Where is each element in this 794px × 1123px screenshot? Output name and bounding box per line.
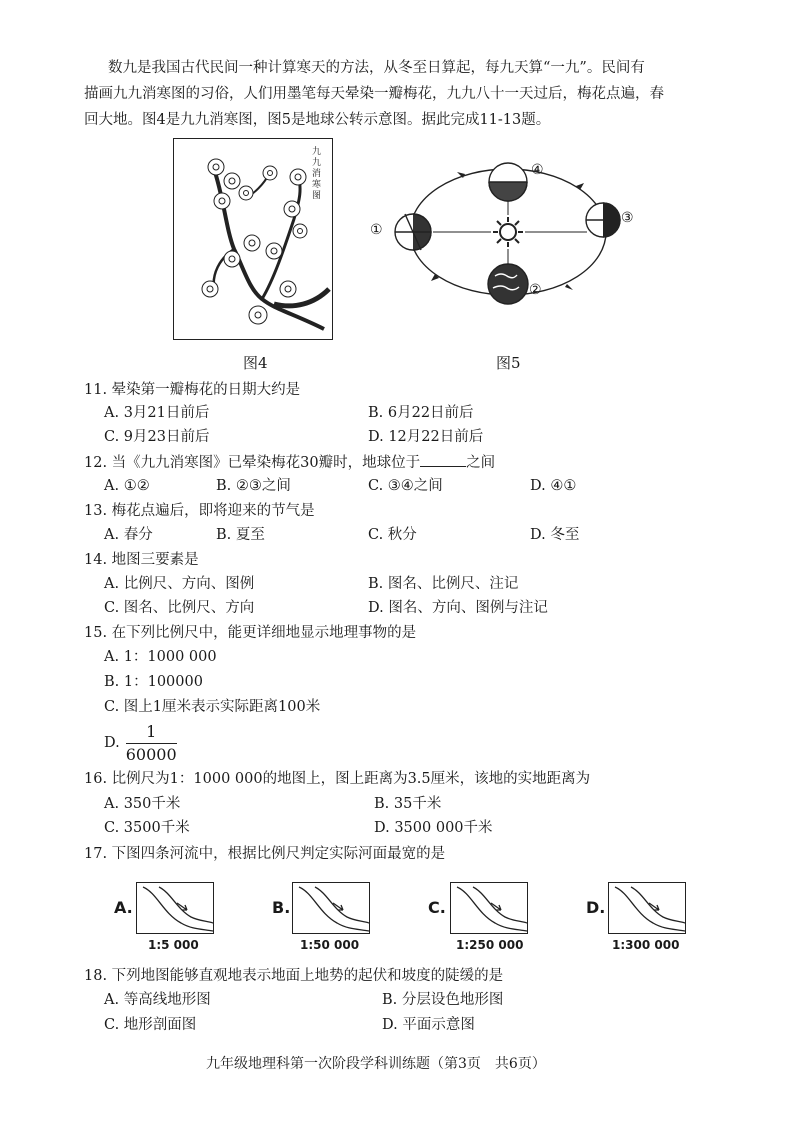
q13-option-d[interactable]: D. 冬至: [530, 527, 580, 543]
question-17-stem: 17. 下图四条河流中，根据比例尺判定实际河面最宽的是: [84, 846, 446, 862]
q12-option-c[interactable]: C. ③④之间: [368, 478, 443, 494]
river-b-drawing: [293, 883, 369, 933]
q12-stem-b: 之间: [466, 455, 496, 471]
q14-option-b[interactable]: B. 图名、比例尺、注记: [368, 576, 519, 592]
marker-3: ③: [621, 210, 634, 226]
q18-option-b[interactable]: B. 分层设色地形图: [382, 992, 504, 1008]
earth-position-3: [586, 203, 620, 237]
fraction-numerator: 1: [126, 721, 177, 744]
river-d-label[interactable]: D.: [586, 898, 606, 917]
marker-1: ①: [370, 222, 383, 238]
river-c-scale: 1:250 000: [456, 938, 524, 952]
sun-icon: [493, 217, 523, 247]
q15-option-b[interactable]: B. 1：100000: [104, 674, 203, 690]
river-c-drawing: [451, 883, 527, 933]
q15-option-c[interactable]: C. 图上1厘米表示实际距离100米: [104, 699, 321, 715]
river-b-map[interactable]: [292, 882, 370, 934]
q14-option-d[interactable]: D. 图名、方向、图例与注记: [368, 600, 548, 616]
q15-option-d[interactable]: [104, 720, 177, 766]
q12-option-d[interactable]: D. ④①: [530, 478, 577, 494]
intro-line-2: 描画九九消寒图的习俗，人们用墨笔每天晕染一瓣梅花，九九八十一天过后，梅花点遍，春: [84, 86, 664, 102]
earth-position-1: [395, 214, 431, 250]
question-16-stem: 16. 比例尺为1：1000 000的地图上，图上距离为3.5厘米，该地的实地距离为: [84, 771, 591, 787]
orbit-diagram: [365, 152, 645, 312]
q16-option-d[interactable]: D. 3500 000千米: [374, 820, 493, 836]
q12-stem-a: 12. 当《九九消寒图》已晕染梅花30瓣时，地球位于: [84, 455, 421, 471]
q11-option-d[interactable]: D. 12月22日前后: [368, 429, 484, 445]
q11-option-c[interactable]: C. 9月23日前后: [104, 429, 210, 445]
q15-option-d-label: D.: [104, 735, 120, 751]
q15-option-a[interactable]: A. 1：1000 000: [104, 649, 217, 665]
figure-5-caption: 图5: [496, 354, 521, 372]
q16-option-b[interactable]: B. 35千米: [374, 796, 442, 812]
figure-5-earth-orbit: [365, 152, 645, 312]
question-18-stem: 18. 下列地图能够直观地表示地面上地势的起伏和坡度的陡缓的是: [84, 968, 504, 984]
question-14-stem: 14. 地图三要素是: [84, 552, 199, 568]
q13-option-b[interactable]: B. 夏至: [216, 527, 265, 543]
river-b-scale: 1:50 000: [300, 938, 360, 952]
q14-option-a[interactable]: A. 比例尺、方向、图例: [104, 576, 255, 592]
q12-blank[interactable]: [420, 452, 466, 467]
question-13-stem: 13. 梅花点遍后，即将迎来的节气是: [84, 503, 315, 519]
q15-fraction: [126, 721, 177, 766]
figure-4-caption: 图4: [243, 354, 268, 372]
question-15-stem: 15. 在下列比例尺中，能更详细地显示地理事物的是: [84, 625, 417, 641]
earth-position-4: [489, 163, 527, 201]
river-d-scale: 1:300 000: [612, 938, 680, 952]
q18-option-a[interactable]: A. 等高线地形图: [104, 992, 211, 1008]
river-c-map[interactable]: [450, 882, 528, 934]
figure-4-plum-blossom: [173, 138, 333, 340]
river-d-drawing: [609, 883, 685, 933]
page-footer: 九年级地理科第一次阶段学科训练题（第3页 共6页）: [206, 1056, 546, 1072]
marker-4: ④: [531, 162, 544, 178]
q16-option-c[interactable]: C. 3500千米: [104, 820, 190, 836]
q11-option-b[interactable]: B. 6月22日前后: [368, 405, 474, 421]
q12-option-b[interactable]: B. ②③之间: [216, 478, 291, 494]
fraction-denominator: 60000: [125, 744, 177, 764]
figure-4-title: 九九消寒图: [312, 147, 322, 201]
q12-option-a[interactable]: A. ①②: [104, 478, 150, 494]
river-a-label[interactable]: A.: [114, 898, 133, 917]
q13-option-a[interactable]: A. 春分: [104, 527, 153, 543]
plum-blossom-illustration: [174, 139, 332, 339]
river-a-scale: 1:5 000: [148, 938, 199, 952]
question-12-stem: [84, 452, 495, 473]
intro-line-3: 回大地。图4是九九消寒图，图5是地球公转示意图。据此完成11-13题。: [84, 112, 551, 128]
river-c-label[interactable]: C.: [428, 898, 446, 917]
river-a-drawing: [137, 883, 213, 933]
q18-option-d[interactable]: D. 平面示意图: [382, 1017, 475, 1033]
q16-option-a[interactable]: A. 350千米: [104, 796, 181, 812]
q13-option-c[interactable]: C. 秋分: [368, 527, 417, 543]
marker-2: ②: [529, 282, 542, 298]
q18-option-c[interactable]: C. 地形剖面图: [104, 1017, 197, 1033]
river-a-map[interactable]: [136, 882, 214, 934]
river-b-label[interactable]: B.: [272, 898, 291, 917]
q11-option-a[interactable]: A. 3月21日前后: [104, 405, 210, 421]
earth-position-2: [488, 264, 528, 304]
question-11-stem: 11. 晕染第一瓣梅花的日期大约是: [84, 382, 301, 398]
q14-option-c[interactable]: C. 图名、比例尺、方向: [104, 600, 255, 616]
river-d-map[interactable]: [608, 882, 686, 934]
intro-line-1: 数九是我国古代民间一种计算寒天的方法，从冬至日算起，每九天算“一九”。民间有: [108, 60, 645, 76]
